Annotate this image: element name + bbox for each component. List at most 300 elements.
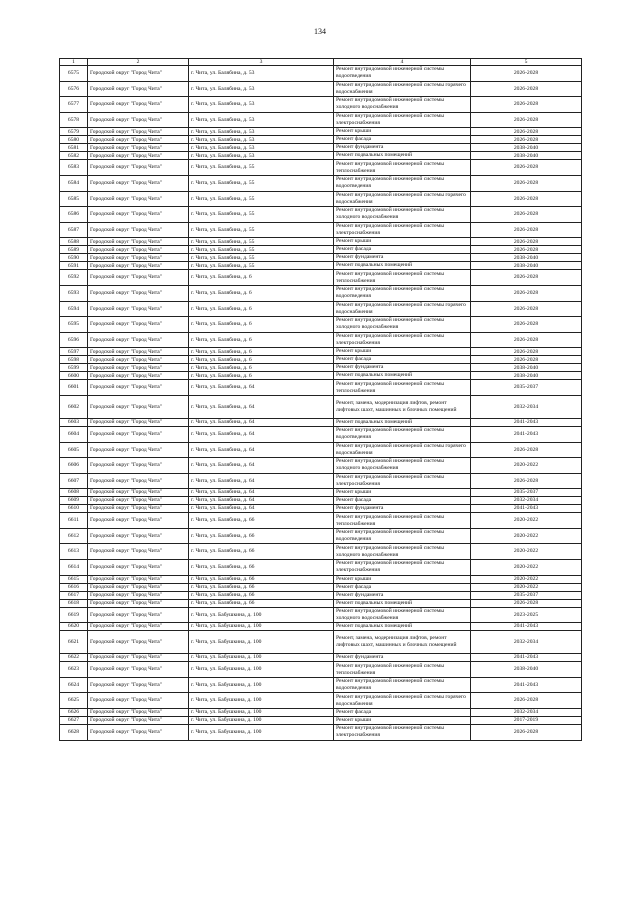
municipality-cell: Городской округ "Город Чита": [88, 528, 189, 544]
work-type-cell: Ремонт подвальных помещений: [334, 418, 471, 426]
table-row: [60, 380, 582, 396]
municipality-cell: Городской округ "Город Чита": [88, 238, 189, 246]
table-row: [60, 395, 582, 418]
period-cell: 2038-2040: [471, 144, 582, 152]
table-row: [60, 285, 582, 301]
municipality-cell: Городской округ "Город Чита": [88, 599, 189, 607]
row-number: 6584: [60, 175, 88, 191]
row-number: 6600: [60, 372, 88, 380]
period-cell: 2026-2028: [471, 128, 582, 136]
work-type-cell: Ремонт внутридомовой инженерной системы холодного водоснабжения: [334, 317, 471, 333]
column-header-1: 1: [60, 59, 88, 66]
table-row: [60, 677, 582, 693]
row-number: 6605: [60, 442, 88, 458]
period-cell: 2035-2037: [471, 380, 582, 396]
row-number: 6607: [60, 473, 88, 489]
period-cell: 2041-2043: [471, 505, 582, 513]
table-row: [60, 418, 582, 426]
work-type-cell: Ремонт подвальных помещений: [334, 623, 471, 631]
work-type-cell: Ремонт фасада: [334, 583, 471, 591]
address-cell: г. Чита, ул. Балябина, д. 66: [189, 544, 334, 560]
municipality-cell: Городской округ "Город Чита": [88, 285, 189, 301]
table-row: [60, 364, 582, 372]
row-number: 6626: [60, 709, 88, 717]
row-number: 6602: [60, 395, 88, 418]
row-number: 6591: [60, 262, 88, 270]
period-cell: 2038-2040: [471, 254, 582, 262]
period-cell: 2026-2028: [471, 136, 582, 144]
row-number: 6590: [60, 254, 88, 262]
row-number: 6623: [60, 662, 88, 678]
address-cell: г. Чита, ул. Бабушкина, д. 100: [189, 725, 334, 741]
address-cell: г. Чита, ул. Балябина, д. 64: [189, 497, 334, 505]
address-cell: г. Чита, ул. Балябина, д. 55: [189, 160, 334, 176]
address-cell: г. Чита, ул. Балябина, д. 6: [189, 285, 334, 301]
work-type-cell: Ремонт фундамента: [334, 364, 471, 372]
period-cell: 2026-2028: [471, 222, 582, 238]
period-cell: 2032-2034: [471, 497, 582, 505]
address-cell: г. Чита, ул. Балябина, д. 55: [189, 238, 334, 246]
period-cell: 2026-2028: [471, 317, 582, 333]
table-row: [60, 191, 582, 207]
period-cell: 2026-2028: [471, 348, 582, 356]
work-type-cell: Ремонт внутридомовой инженерной системы горячего водоснабжения: [334, 81, 471, 97]
municipality-cell: Городской округ "Город Чита": [88, 709, 189, 717]
work-type-cell: Ремонт фундамента: [334, 144, 471, 152]
work-type-cell: Ремонт внутридомовой инженерной системы электроснабжения: [334, 560, 471, 576]
table-row: [60, 575, 582, 583]
table-row: [60, 513, 582, 529]
work-type-cell: Ремонт внутридомовой инженерной системы горячего водоснабжения: [334, 191, 471, 207]
period-cell: 2026-2028: [471, 97, 582, 113]
table-row: [60, 544, 582, 560]
address-cell: г. Чита, ул. Бабушкина, д. 100: [189, 654, 334, 662]
period-cell: 2026-2028: [471, 693, 582, 709]
address-cell: г. Чита, ул. Балябина, д. 6: [189, 348, 334, 356]
table-row: [60, 607, 582, 623]
table-row: [60, 442, 582, 458]
municipality-cell: Городской округ "Город Чита": [88, 395, 189, 418]
municipality-cell: Городской округ "Город Чита": [88, 442, 189, 458]
work-type-cell: Ремонт фасада: [334, 497, 471, 505]
column-header-4: 4: [334, 59, 471, 66]
period-cell: 2020-2022: [471, 575, 582, 583]
table-row: [60, 356, 582, 364]
work-type-cell: Ремонт внутридомовой инженерной системы водоотведения: [334, 528, 471, 544]
row-number: 6593: [60, 285, 88, 301]
period-cell: 2026-2028: [471, 238, 582, 246]
period-cell: 2020-2022: [471, 544, 582, 560]
row-number: 6603: [60, 418, 88, 426]
address-cell: г. Чита, ул. Балябина, д. 64: [189, 395, 334, 418]
table-row: [60, 497, 582, 505]
municipality-cell: Городской округ "Город Чита": [88, 262, 189, 270]
municipality-cell: Городской округ "Город Чита": [88, 175, 189, 191]
municipality-cell: Городской округ "Город Чита": [88, 66, 189, 82]
address-cell: г. Чита, ул. Балябина, д. 64: [189, 505, 334, 513]
work-type-cell: Ремонт крыши: [334, 238, 471, 246]
work-type-cell: Ремонт внутридомовой инженерной системы горячего водоснабжения: [334, 693, 471, 709]
table-row: [60, 348, 582, 356]
table-row: [60, 144, 582, 152]
work-type-cell: Ремонт внутридомовой инженерной системы водоотведения: [334, 175, 471, 191]
work-type-cell: Ремонт фундамента: [334, 254, 471, 262]
period-cell: 2020-2022: [471, 513, 582, 529]
period-cell: 2026-2028: [471, 81, 582, 97]
period-cell: 2020-2022: [471, 560, 582, 576]
period-cell: 2026-2028: [471, 270, 582, 286]
address-cell: г. Чита, ул. Балябина, д. 64: [189, 458, 334, 474]
address-cell: г. Чита, ул. Балябина, д. 6: [189, 356, 334, 364]
table-row: [60, 238, 582, 246]
address-cell: г. Чита, ул. Балябина, д. 53: [189, 81, 334, 97]
table-row: [60, 426, 582, 442]
page-number: 134: [314, 27, 326, 36]
work-type-cell: Ремонт внутридомовой инженерной системы холодного водоснабжения: [334, 97, 471, 113]
table-row: [60, 591, 582, 599]
work-type-cell: Ремонт фасада: [334, 246, 471, 254]
period-cell: 2041-2043: [471, 418, 582, 426]
work-type-cell: Ремонт подвальных помещений: [334, 262, 471, 270]
address-cell: г. Чита, ул. Балябина, д. 6: [189, 270, 334, 286]
table-row: [60, 222, 582, 238]
row-number: 6582: [60, 152, 88, 160]
municipality-cell: Городской округ "Город Чита": [88, 81, 189, 97]
row-number: 6598: [60, 356, 88, 364]
work-type-cell: Ремонт фасада: [334, 356, 471, 364]
row-number: 6611: [60, 513, 88, 529]
period-cell: 2026-2028: [471, 332, 582, 348]
work-type-cell: Ремонт крыши: [334, 575, 471, 583]
table-row: [60, 66, 582, 82]
row-number: 6617: [60, 591, 88, 599]
work-type-cell: Ремонт подвальных помещений: [334, 599, 471, 607]
row-number: 6589: [60, 246, 88, 254]
address-cell: г. Чита, ул. Балябина, д. 55: [189, 191, 334, 207]
period-cell: 2026-2028: [471, 285, 582, 301]
work-type-cell: Ремонт внутридомовой инженерной системы водоотведения: [334, 677, 471, 693]
work-type-cell: Ремонт подвальных помещений: [334, 372, 471, 380]
row-number: 6609: [60, 497, 88, 505]
row-number: 6586: [60, 207, 88, 223]
period-cell: 2038-2040: [471, 262, 582, 270]
row-number: 6576: [60, 81, 88, 97]
address-cell: г. Чита, ул. Балябина, д. 53: [189, 128, 334, 136]
table-row: [60, 262, 582, 270]
municipality-cell: Городской округ "Город Чита": [88, 497, 189, 505]
municipality-cell: Городской округ "Город Чита": [88, 631, 189, 654]
table-row: [60, 693, 582, 709]
row-number: 6628: [60, 725, 88, 741]
address-cell: г. Чита, ул. Бабушкина, д. 100: [189, 693, 334, 709]
address-cell: г. Чита, ул. Бабушкина, д. 100: [189, 607, 334, 623]
period-cell: 2026-2028: [471, 191, 582, 207]
address-cell: г. Чита, ул. Балябина, д. 66: [189, 575, 334, 583]
row-number: 6625: [60, 693, 88, 709]
municipality-cell: Городской округ "Город Чита": [88, 513, 189, 529]
work-type-cell: Ремонт, замена, модернизация лифтов, ремонт лифтовых шахт, машинных и блочных помещений: [334, 395, 471, 418]
work-type-cell: Ремонт, замена, модернизация лифтов, ремонт лифтовых шахт, машинных и блочных помещений: [334, 631, 471, 654]
address-cell: г. Чита, ул. Балябина, д. 64: [189, 442, 334, 458]
table-row: [60, 528, 582, 544]
row-number: 6610: [60, 505, 88, 513]
table-row: [60, 725, 582, 741]
table-row: [60, 270, 582, 286]
table-row: [60, 372, 582, 380]
address-cell: г. Чита, ул. Балябина, д. 6: [189, 301, 334, 317]
row-number: 6615: [60, 575, 88, 583]
work-type-cell: Ремонт внутридомовой инженерной системы теплоснабжения: [334, 270, 471, 286]
period-cell: 2038-2040: [471, 372, 582, 380]
work-type-cell: Ремонт внутридомовой инженерной системы водоотведения: [334, 66, 471, 82]
table-row: [60, 717, 582, 725]
work-type-cell: Ремонт фундамента: [334, 654, 471, 662]
work-type-cell: Ремонт внутридомовой инженерной системы теплоснабжения: [334, 160, 471, 176]
work-type-cell: Ремонт крыши: [334, 348, 471, 356]
address-cell: г. Чита, ул. Балябина, д. 6: [189, 364, 334, 372]
period-cell: 2026-2028: [471, 246, 582, 254]
municipality-cell: Городской округ "Город Чита": [88, 160, 189, 176]
period-cell: 2032-2034: [471, 709, 582, 717]
row-number: 6577: [60, 97, 88, 113]
address-cell: г. Чита, ул. Балябина, д. 64: [189, 473, 334, 489]
row-number: 6613: [60, 544, 88, 560]
municipality-cell: Городской округ "Город Чита": [88, 458, 189, 474]
period-cell: 2032-2034: [471, 631, 582, 654]
period-cell: 2026-2028: [471, 599, 582, 607]
work-type-cell: Ремонт внутридомовой инженерной системы горячего водоснабжения: [334, 442, 471, 458]
work-type-cell: Ремонт фундамента: [334, 505, 471, 513]
table-body: [60, 59, 582, 741]
table-row: [60, 654, 582, 662]
row-number: 6619: [60, 607, 88, 623]
municipality-cell: Городской округ "Город Чита": [88, 544, 189, 560]
municipality-cell: Городской округ "Город Чита": [88, 270, 189, 286]
row-number: 6616: [60, 583, 88, 591]
period-cell: 2026-2028: [471, 442, 582, 458]
address-cell: г. Чита, ул. Балябина, д. 53: [189, 97, 334, 113]
work-type-cell: Ремонт внутридомовой инженерной системы горячего водоснабжения: [334, 301, 471, 317]
row-number: 6579: [60, 128, 88, 136]
row-number: 6618: [60, 599, 88, 607]
municipality-cell: Городской округ "Город Чита": [88, 505, 189, 513]
address-cell: г. Чита, ул. Балябина, д. 66: [189, 513, 334, 529]
row-number: 6601: [60, 380, 88, 396]
address-cell: г. Чита, ул. Балябина, д. 53: [189, 112, 334, 128]
municipality-cell: Городской округ "Город Чита": [88, 591, 189, 599]
work-type-cell: Ремонт внутридомовой инженерной системы электроснабжения: [334, 725, 471, 741]
row-number: 6614: [60, 560, 88, 576]
work-type-cell: Ремонт внутридомовой инженерной системы электроснабжения: [334, 222, 471, 238]
table-row: [60, 128, 582, 136]
row-number: 6580: [60, 136, 88, 144]
municipality-cell: Городской округ "Город Чита": [88, 725, 189, 741]
address-cell: г. Чита, ул. Балябина, д. 55: [189, 262, 334, 270]
municipality-cell: Городской округ "Город Чита": [88, 152, 189, 160]
table-row: [60, 317, 582, 333]
row-number: 6597: [60, 348, 88, 356]
period-cell: 2026-2028: [471, 160, 582, 176]
column-header-3: 3: [189, 59, 334, 66]
row-number: 6612: [60, 528, 88, 544]
table-row: [60, 301, 582, 317]
period-cell: 2026-2028: [471, 301, 582, 317]
table-row: [60, 489, 582, 497]
address-cell: г. Чита, ул. Балябина, д. 64: [189, 418, 334, 426]
work-type-cell: Ремонт внутридомовой инженерной системы водоотведения: [334, 426, 471, 442]
column-header-2: 2: [88, 59, 189, 66]
column-header-5: 5: [471, 59, 582, 66]
period-cell: 2032-2034: [471, 395, 582, 418]
row-number: 6620: [60, 623, 88, 631]
period-cell: 2020-2022: [471, 458, 582, 474]
municipality-cell: Городской округ "Город Чита": [88, 418, 189, 426]
work-type-cell: Ремонт внутридомовой инженерной системы электроснабжения: [334, 473, 471, 489]
period-cell: 2026-2028: [471, 356, 582, 364]
municipality-cell: Городской округ "Город Чита": [88, 207, 189, 223]
table-row: [60, 254, 582, 262]
row-number: 6587: [60, 222, 88, 238]
work-type-cell: Ремонт фасада: [334, 136, 471, 144]
period-cell: 2035-2037: [471, 489, 582, 497]
address-cell: г. Чита, ул. Балябина, д. 64: [189, 426, 334, 442]
table-row: [60, 505, 582, 513]
period-cell: 2020-2022: [471, 528, 582, 544]
address-cell: г. Чита, ул. Бабушкина, д. 100: [189, 677, 334, 693]
address-cell: г. Чита, ул. Балябина, д. 66: [189, 528, 334, 544]
row-number: 6622: [60, 654, 88, 662]
work-type-cell: Ремонт внутридомовой инженерной системы холодного водоснабжения: [334, 458, 471, 474]
address-cell: г. Чита, ул. Бабушкина, д. 100: [189, 709, 334, 717]
table-row: [60, 709, 582, 717]
table-row: [60, 662, 582, 678]
period-cell: 2026-2028: [471, 112, 582, 128]
address-cell: г. Чита, ул. Балябина, д. 6: [189, 317, 334, 333]
repair-schedule-table: [59, 58, 582, 741]
address-cell: г. Чита, ул. Балябина, д. 64: [189, 380, 334, 396]
municipality-cell: Городской округ "Город Чита": [88, 560, 189, 576]
address-cell: г. Чита, ул. Бабушкина, д. 100: [189, 631, 334, 654]
municipality-cell: Городской округ "Город Чита": [88, 372, 189, 380]
municipality-cell: Городской округ "Город Чита": [88, 654, 189, 662]
table-row: [60, 175, 582, 191]
address-cell: г. Чита, ул. Балябина, д. 55: [189, 207, 334, 223]
work-type-cell: Ремонт фасада: [334, 709, 471, 717]
municipality-cell: Городской округ "Город Чита": [88, 426, 189, 442]
work-type-cell: Ремонт внутридомовой инженерной системы теплоснабжения: [334, 662, 471, 678]
municipality-cell: Городской округ "Город Чита": [88, 380, 189, 396]
address-cell: г. Чита, ул. Балябина, д. 66: [189, 583, 334, 591]
municipality-cell: Городской округ "Город Чита": [88, 246, 189, 254]
work-type-cell: Ремонт внутридомовой инженерной системы теплоснабжения: [334, 513, 471, 529]
municipality-cell: Городской округ "Город Чита": [88, 583, 189, 591]
table-row: [60, 207, 582, 223]
table-row: [60, 160, 582, 176]
table-row: [60, 246, 582, 254]
row-number: 6595: [60, 317, 88, 333]
municipality-cell: Городской округ "Город Чита": [88, 144, 189, 152]
row-number: 6604: [60, 426, 88, 442]
municipality-cell: Городской округ "Город Чита": [88, 575, 189, 583]
address-cell: г. Чита, ул. Балябина, д. 53: [189, 144, 334, 152]
row-number: 6599: [60, 364, 88, 372]
municipality-cell: Городской округ "Город Чита": [88, 356, 189, 364]
table-row: [60, 112, 582, 128]
row-number: 6594: [60, 301, 88, 317]
municipality-cell: Городской округ "Город Чита": [88, 364, 189, 372]
row-number: 6592: [60, 270, 88, 286]
period-cell: 2038-2040: [471, 152, 582, 160]
municipality-cell: Городской округ "Город Чита": [88, 623, 189, 631]
row-number: 6608: [60, 489, 88, 497]
municipality-cell: Городской округ "Город Чита": [88, 607, 189, 623]
period-cell: 2026-2028: [471, 725, 582, 741]
period-cell: 2041-2043: [471, 623, 582, 631]
period-cell: 2041-2043: [471, 426, 582, 442]
address-cell: г. Чита, ул. Балябина, д. 53: [189, 66, 334, 82]
row-number: 6578: [60, 112, 88, 128]
municipality-cell: Городской округ "Город Чита": [88, 254, 189, 262]
period-cell: 2041-2043: [471, 654, 582, 662]
address-cell: г. Чита, ул. Бабушкина, д. 100: [189, 717, 334, 725]
table-row: [60, 152, 582, 160]
municipality-cell: Городской округ "Город Чита": [88, 489, 189, 497]
work-type-cell: Ремонт фундамента: [334, 591, 471, 599]
municipality-cell: Городской округ "Город Чита": [88, 112, 189, 128]
row-number: 6627: [60, 717, 88, 725]
municipality-cell: Городской округ "Город Чита": [88, 97, 189, 113]
row-number: 6581: [60, 144, 88, 152]
period-cell: 2026-2028: [471, 66, 582, 82]
table-row: [60, 458, 582, 474]
row-number: 6606: [60, 458, 88, 474]
address-cell: г. Чита, ул. Балябина, д. 66: [189, 560, 334, 576]
row-number: 6624: [60, 677, 88, 693]
work-type-cell: Ремонт внутридомовой инженерной системы электроснабжения: [334, 332, 471, 348]
row-number: 6621: [60, 631, 88, 654]
work-type-cell: Ремонт внутридомовой инженерной системы холодного водоснабжения: [334, 544, 471, 560]
table-header-row: [60, 59, 582, 66]
work-type-cell: Ремонт внутридомовой инженерной системы электроснабжения: [334, 112, 471, 128]
period-cell: 2020-2022: [471, 583, 582, 591]
row-number: 6585: [60, 191, 88, 207]
work-type-cell: Ремонт крыши: [334, 717, 471, 725]
municipality-cell: Городской округ "Город Чита": [88, 677, 189, 693]
table-row: [60, 332, 582, 348]
address-cell: г. Чита, ул. Балябина, д. 55: [189, 222, 334, 238]
municipality-cell: Городской округ "Город Чита": [88, 348, 189, 356]
work-type-cell: Ремонт крыши: [334, 489, 471, 497]
work-type-cell: Ремонт подвальных помещений: [334, 152, 471, 160]
municipality-cell: Городской округ "Город Чита": [88, 191, 189, 207]
municipality-cell: Городской округ "Город Чита": [88, 136, 189, 144]
work-type-cell: Ремонт крыши: [334, 128, 471, 136]
table-row: [60, 97, 582, 113]
work-type-cell: Ремонт внутридомовой инженерной системы холодного водоснабжения: [334, 207, 471, 223]
table-row: [60, 599, 582, 607]
municipality-cell: Городской округ "Город Чита": [88, 128, 189, 136]
period-cell: 2026-2028: [471, 473, 582, 489]
table-row: [60, 81, 582, 97]
period-cell: 2026-2028: [471, 175, 582, 191]
address-cell: г. Чита, ул. Балябина, д. 66: [189, 599, 334, 607]
address-cell: г. Чита, ул. Балябина, д. 6: [189, 332, 334, 348]
address-cell: г. Чита, ул. Балябина, д. 55: [189, 246, 334, 254]
municipality-cell: Городской округ "Город Чита": [88, 717, 189, 725]
address-cell: г. Чита, ул. Балябина, д. 53: [189, 136, 334, 144]
period-cell: 2026-2028: [471, 207, 582, 223]
address-cell: г. Чита, ул. Балябина, д. 64: [189, 489, 334, 497]
